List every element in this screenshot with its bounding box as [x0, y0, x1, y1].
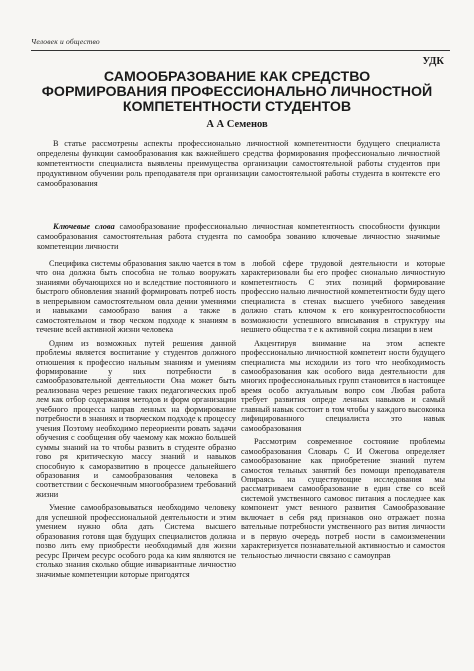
left-column: [36, 259, 236, 654]
keywords-label: Ключевые слова: [53, 222, 115, 231]
article-title: [30, 70, 444, 115]
title-line-3: КОМПЕТЕНТНОСТИ СТУДЕНТОВ: [122, 99, 352, 115]
keywords-paragraph: [37, 222, 440, 252]
keywords-block: [37, 222, 440, 252]
abstract: [37, 139, 440, 189]
udk-label: УДК: [422, 56, 444, 67]
author-name: А А Семенов: [206, 119, 268, 130]
left-paragraph-3: Умение самообразовываться необходимо человеку для успешной профессиональной деятельности и этим умением нужно обла дать Система высшего образования готовя щая будущих специалистов должна позво лить ему приобрести необходимый для жизни ресурс Причем ресурс особого рода ка ким являются не столько знания сколько общие инвариантные личностно значимые компетенции которые пригодятся: [36, 503, 236, 579]
title-line-2: ФОРМИРОВАНИЯ ПРОФЕССИОНАЛЬНО ЛИЧНОСТНОЙ: [41, 84, 433, 100]
keywords-text: самообразование профессионально личностная компетентность способности функции самообразования самостоятельная работа студента по самообра зованию ключевые личностно значимые компетенции личности: [37, 222, 440, 251]
right-paragraph-3: Рассмотрим современное состояние проблемы самообразования Словарь С И Ожегова определяет самообразование как приобретение знаний путем самостоя тельных занятий без помощи преподавателя Опираясь на существующие исследования мы рассматриваем самообразование в един стве со всей системой умственного самовос питания а последнее как компонент умст венного развития Самообразование включает в себя ряд признаков оно отражает позна вательные потребности умственного раз вития личности и в первую очередь потреб ности в самоизменении характеризуется познавательной активностью и самостоя тельностью личности связано с самоуправ: [241, 437, 445, 560]
right-column: [241, 259, 445, 654]
title-line-1: САМООБРАЗОВАНИЕ КАК СРЕДСТВО: [103, 69, 371, 85]
header-rule: [31, 50, 450, 51]
abstract-text: В статье рассмотрены аспекты профессионально личностной компетентности будущего специалиста определены функции самообразования как важнейшего средства формирования профессионально личностной компетентности специалиста выявлены преимущества организации самостоятельной работы студентов при продуктивном обучении роль преподавателя при организации самостоятельной работы студента в контексте его самообразования: [37, 139, 440, 188]
right-paragraph-1: в любой сфере трудовой деятельности и которые характеризовали бы его профес сионально личностную компетентность С этих позиций формирование профессио нально личностной компетентности буду щего специалиста в стенах высшего учебного заведения должно стать ключом к его конкурентоспособности возможности успешного вписывания в структуру ны нешнего общества т е к активной социа лизации в нем: [241, 259, 445, 335]
running-head: Человек и общество: [31, 37, 100, 46]
left-paragraph-1: Специфика системы образования заклю чается в том что она должна быть способна не только вооружать знаниями обучающихся но и вследствие постоянного и быстрого обновления знаний формировать потреб ность в непрерывном самостоятельном овла дении умениями и навыками самообразо вания а также в самостоятельном и твор ческом подходе к знаниям в течение всей активной жизни человека: [36, 259, 236, 335]
right-paragraph-2: Акцентируя внимание на этом аспекте профессионально личностной компетент ности будущего специалиста мы исходили из того что необходимость самообразования как особого вида деятельности для многих профессиональных групп становится в настоящее время особо актуальным вопро сом Любая работа требует развития опреде ленных навыков и самый главный навык состоит в том чтобы у каждого высокоика лифицированного специалиста это навык самообразования: [241, 338, 445, 433]
left-paragraph-2: Одним из возможных путей решения данной проблемы является воспитание у студентов должного отношения к профессио нальным знаниям и умениям формирование у них потребности в самообразовательной деятельности Она может быть реализована через решение таких педагогических проб лем как отбор содержания методов и форм организации учебного процесса направ ленных на формирование потребности в знаниях и творческом подходе к процессу учения Поэтому необходимо переориенти ровать задачи обучения с сообщения обу чаемому как можно большей суммы знаний на то чтобы развить в студенте образно гово ря критическую массу знаний и навыков способную к саморазвитию в процессе дальнейшего образования и самообразования человека в соответствии с бесконечным многообразием требований жизни: [36, 338, 236, 499]
